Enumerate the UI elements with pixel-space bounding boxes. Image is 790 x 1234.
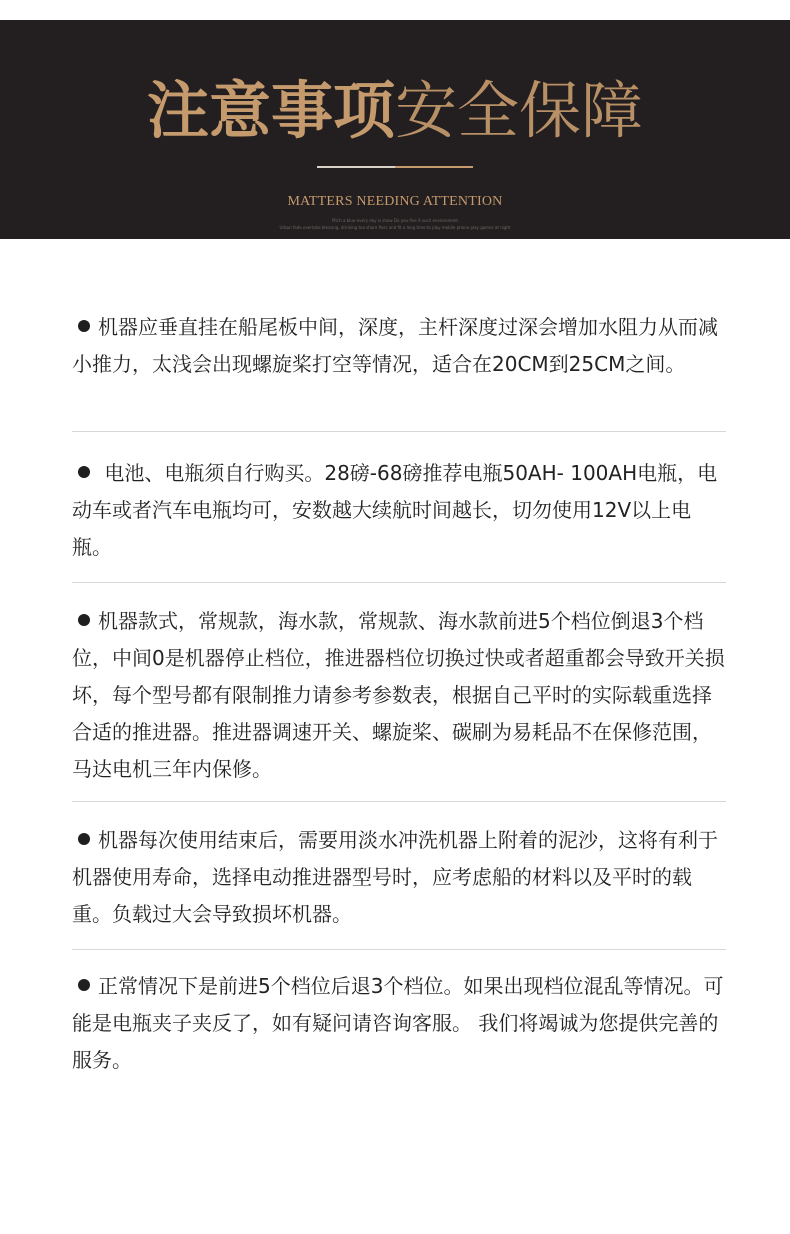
note-text: 机器款式，常规款，海水款，常规款、海水款前进5个档位倒退3个档位，中间0是机器停止档位，推进器档位切换过快或者超重都会导致开关损坏，每个型号都有限制推力请参考参数表，根据自己平时的实际载重选择合适的推进器。推进器调速开关、螺旋桨、碳刷为易耗品不在保修范围，马达电机三年内保修。	[72, 609, 725, 781]
fine-print-line-1: Pitch a blue every day is show Do you five it such environment	[331, 218, 459, 223]
header-banner	[0, 20, 790, 239]
bullet-icon	[78, 979, 90, 991]
page-title	[0, 74, 790, 148]
page-subtitle: MATTERS NEEDING ATTENTION	[287, 194, 503, 209]
note-text: 机器每次使用结束后，需要用淡水冲洗机器上附着的泥沙，这将有利于机器使用寿命，选择电动推进器型号时，应考虑船的材料以及平时的载重。负载过大会导致损坏机器。	[72, 828, 718, 926]
note-item	[72, 603, 726, 788]
title-divider-right	[395, 166, 473, 168]
note-separator	[72, 582, 726, 583]
bullet-icon	[78, 833, 90, 845]
note-text: 机器应垂直挂在船尾板中间，深度，主杆深度过深会增加水阻力从而减小推力，太浅会出现螺旋桨打空等情况，适合在20CM到25CM之间。	[72, 315, 718, 376]
note-separator	[72, 431, 726, 432]
title-divider-left	[317, 166, 395, 168]
note-item	[72, 455, 726, 566]
note-text: 电池、电瓶须自行购买。28磅-68磅推荐电瓶50AH- 100AH电瓶，电动车或者汽车电瓶均可，安数越大续航时间越长，切勿使用12V以上电瓶。	[72, 461, 718, 559]
note-item	[72, 309, 726, 383]
note-separator	[72, 801, 726, 802]
bullet-icon	[78, 466, 90, 478]
note-separator	[72, 949, 726, 950]
note-item	[72, 822, 726, 933]
note-text: 正常情况下是前进5个档位后退3个档位。如果出现档位混乱等情况。可能是电瓶夹子夹反了，如有疑问请咨询客服。 我们将竭诚为您提供完善的服务。	[72, 974, 724, 1072]
note-item	[72, 968, 726, 1079]
bullet-icon	[78, 320, 90, 332]
bullet-icon	[78, 614, 90, 626]
title-light: 安全保障	[395, 74, 644, 147]
title-bold: 注意事项	[146, 74, 395, 147]
fine-print-line-2: Urban fade overtake blessing, drinking tea share Pass and fit a long time to play mobile phone play games at night	[279, 225, 511, 230]
